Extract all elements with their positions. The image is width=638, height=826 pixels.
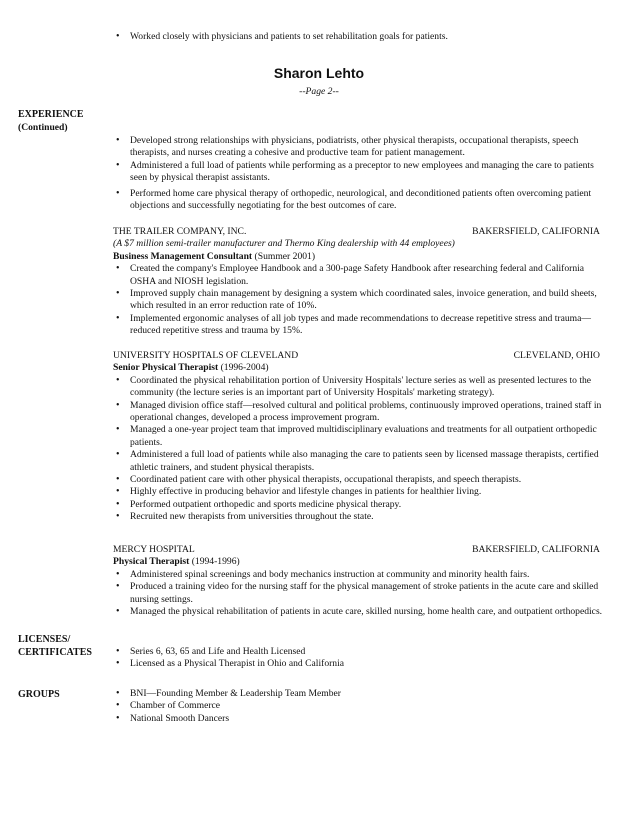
section-experience: EXPERIENCE	[18, 109, 84, 120]
list-item: • Series 6, 63, 65 and Life and Health Licensed	[113, 646, 603, 658]
list-item: • Recruited new therapists from universities throughout the state.	[113, 511, 603, 523]
section-certificates: CERTIFICATES	[18, 647, 92, 658]
company-name: MERCY HOSPITAL	[113, 544, 195, 555]
section-experience-continued: (Continued)	[18, 122, 68, 133]
list-item: • Managed a one-year project team that improved multidisciplinary evaluations and treatments for all outpatient orthopedic patients.	[113, 424, 603, 449]
job-dates: (1996-2004)	[218, 362, 269, 374]
list-item: • Produced a training video for the nursing staff for the physical management of stroke patients in the acute care and skilled nursing settings.	[113, 581, 603, 606]
job-university-hospitals	[113, 350, 600, 524]
company-description: (A $7 million semi-trailer manufacturer and Thermo King dealership with 44 employees)	[113, 238, 455, 250]
carryover-list	[113, 31, 603, 43]
list-item: • Highly effective in producing behavior and lifestyle changes in patients for healthier living.	[113, 486, 603, 498]
job-title: Physical Therapist	[113, 556, 190, 568]
job-dates: (Summer 2001)	[252, 250, 316, 262]
list-item: • Chamber of Commerce	[113, 700, 603, 712]
job-bullets	[113, 569, 603, 619]
job-dates: (1994-1996)	[189, 556, 240, 568]
job-mercy-hospital	[113, 544, 603, 618]
job-title: Senior Physical Therapist	[113, 362, 219, 374]
list-item: • Worked closely with physicians and patients to set rehabilitation goals for patients.	[113, 31, 603, 43]
groups-list	[113, 688, 603, 725]
section-groups: GROUPS	[18, 689, 60, 700]
company-name: UNIVERSITY HOSPITALS OF CLEVELAND	[113, 350, 299, 361]
list-item: • Administered spinal screenings and body mechanics instruction at community and minority health fairs.	[113, 569, 603, 581]
job-trailer	[113, 226, 600, 338]
job-bullets	[113, 375, 603, 524]
job-title: Business Management Consultant	[113, 250, 253, 262]
list-item: • Developed strong relationships with physicians, podiatrists, other physical therapists, occupational therapists, speech therapists, and nurses creating a cohesive and productive team for patient management.	[113, 135, 603, 160]
resume-name: Sharon Lehto	[273, 65, 365, 81]
job-bullets	[113, 263, 603, 337]
list-item: • Implemented ergonomic analyses of all job types and made recommendations to decrease repetitive stress and trauma—reduced repetitive stress and trauma by 15%.	[113, 313, 603, 338]
list-item: • Licensed as a Physical Therapist in Ohio and California	[113, 658, 603, 670]
list-item: • BNI—Founding Member & Leadership Team Member	[113, 688, 603, 700]
list-item: • Administered a full load of patients while also managing the care to patients seen by licensed massage therapists, certified athletic trainers, and student physical therapists.	[113, 449, 603, 474]
page-number: --Page 2--	[299, 86, 339, 97]
list-item: • National Smooth Dancers	[113, 713, 603, 725]
list-item: • Managed division office staff—resolved cultural and political problems, continuously improved operations, trained staff in operational changes, developed a process improvement program.	[113, 400, 603, 425]
company-name: THE TRAILER COMPANY, INC.	[113, 226, 247, 237]
list-item: • Improved supply chain management by designing a system which coordinated sales, invoice generation, and build sheets, which resulted in an error reduction rate of 10%.	[113, 288, 603, 313]
list-item: • Created the company's Employee Handbook and a 300-page Safety Handbook after researching federal and California OSHA and NIOSH legislation.	[113, 263, 603, 288]
list-item: • Performed outpatient orthopedic and sports medicine physical therapy.	[113, 499, 603, 511]
company-location: BAKERSFIELD, CALIFORNIA	[472, 226, 600, 237]
list-item: • Coordinated the physical rehabilitation portion of University Hospitals' lecture series as well as presented lectures to the community (the lecture series is an important part of University Hospitals' marketing strategy).	[113, 375, 603, 400]
section-licenses: LICENSES/	[18, 634, 71, 645]
continued-list	[113, 135, 603, 212]
list-item: • Managed the physical rehabilitation of patients in acute care, skilled nursing, home health care, and outpatient orthopedics.	[113, 606, 603, 618]
list-item: • Performed home care physical therapy of orthopedic, neurological, and deconditioned patients often overcoming patient objections and successfully negotiating for the best outcomes of care.	[113, 188, 603, 213]
company-location: CLEVELAND, OHIO	[513, 350, 600, 361]
licenses-list	[113, 646, 603, 671]
list-item: • Coordinated patient care with other physical therapists, occupational therapists, and speech therapists.	[113, 474, 603, 486]
list-item: • Administered a full load of patients while performing as a preceptor to new employees and managing the care to patients seen by physical therapist assistants.	[113, 160, 603, 185]
company-location: BAKERSFIELD, CALIFORNIA	[472, 544, 600, 555]
